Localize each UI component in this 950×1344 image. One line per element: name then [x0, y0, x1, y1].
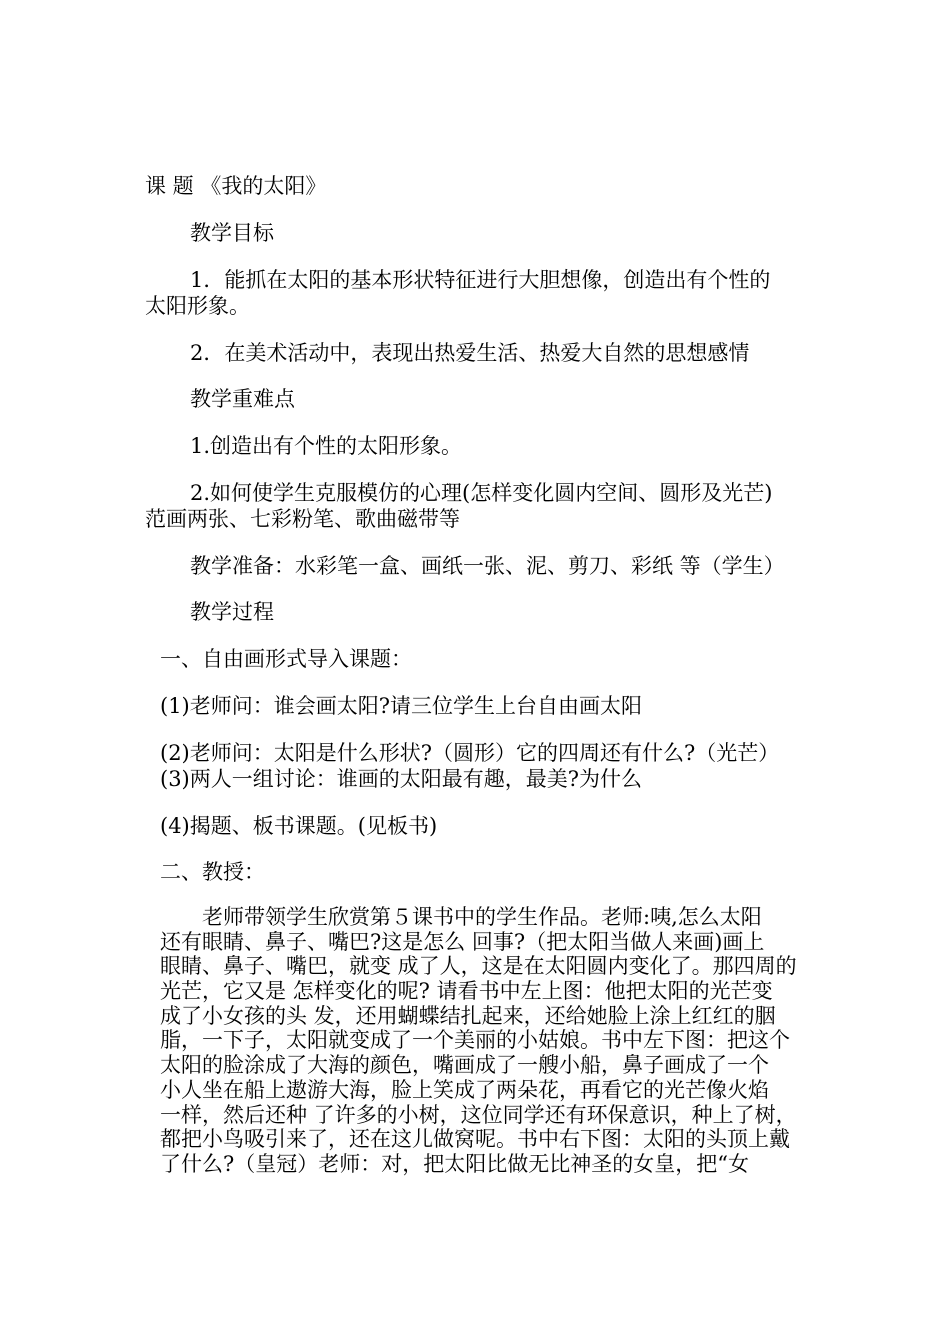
- lesson-paragraph: [160, 905, 797, 1177]
- paragraph-line: 还有眼睛、鼻子、嘴巴?这是怎么 回事?（把太阳当做人来画)画上: [160, 929, 765, 954]
- step-1: (1)老师问：谁会画太阳?请三位学生上台自由画太阳: [160, 694, 643, 718]
- heading-teaching-goals: 教学目标: [190, 221, 274, 245]
- paragraph-line: 光芒，它又是 怎样变化的呢? 请看书中左上图：他把太阳的光芒变: [160, 979, 773, 1004]
- paragraph-line: 都把小鸟吸引来了，还在这儿做窝呢。书中右下图：太阳的头顶上戴: [160, 1127, 790, 1152]
- difficulty-2-line-2: 范画两张、七彩粉笔、歌曲磁带等: [145, 507, 460, 531]
- goal-1-line-2: 太阳形象。: [145, 294, 250, 318]
- paragraph-line: 眼睛、鼻子、嘴巴，就变 成了人，这是在太阳圆内变化了。那四周的: [160, 954, 797, 979]
- paragraph-line: 了什么?（皇冠）老师：对，把太阳比做无比神圣的女皇，把“女: [160, 1151, 749, 1176]
- section-2-heading: 二、教授：: [160, 860, 265, 884]
- heading-teaching-process: 教学过程: [190, 600, 274, 624]
- step-3: (3)两人一组讨论：谁画的太阳最有趣，最美?为什么: [160, 767, 643, 791]
- step-4: (4)揭题、板书课题。(见板书): [160, 814, 438, 838]
- paragraph-line: 小人坐在船上遨游大海，脸上笑成了两朵花，再看它的光芒像火焰: [160, 1077, 769, 1102]
- heading-key-difficulties: 教学重难点: [190, 387, 295, 411]
- paragraph-line: 成了小女孩的头 发，还用蝴蝶结扎起来，还给她脸上涂上红红的胭: [160, 1003, 776, 1028]
- goal-2: 2．在美术活动中，表现出热爱生活、热爱大自然的思想感情: [190, 341, 750, 365]
- step-2: (2)老师问：太阳是什么形状?（圆形）它的四周还有什么?（光芒）: [160, 741, 780, 765]
- paragraph-line: 老师带领学生欣赏第５课书中的学生作品。老师:咦,怎么太阳: [202, 905, 762, 929]
- paragraph-line: 一样，然后还种 了许多的小树，这位同学还有环保意识，种上了树，: [160, 1102, 797, 1127]
- goal-1-line-1: 1．能抓在太阳的基本形状特征进行大胆想像，创造出有个性的: [190, 268, 771, 292]
- paragraph-line: 太阳的脸涂成了大海的颜色，嘴画成了一艘小船，鼻子画成了一个: [160, 1053, 769, 1078]
- section-1-heading: 一、自由画形式导入课题：: [160, 647, 412, 671]
- difficulty-1: 1.创造出有个性的太阳形象。: [190, 434, 463, 458]
- lesson-title: 课 题 《我的太阳》: [145, 174, 327, 198]
- difficulty-2-line-1: 2.如何使学生克服模仿的心理(怎样变化圆内空间、圆形及光芒): [190, 481, 773, 505]
- paragraph-line: 脂，一下子，太阳就变成了一个美丽的小姑娘。书中左下图：把这个: [160, 1028, 790, 1053]
- teaching-preparation: 教学准备：水彩笔一盒、画纸一张、泥、剪刀、彩纸 等（学生）: [190, 554, 785, 578]
